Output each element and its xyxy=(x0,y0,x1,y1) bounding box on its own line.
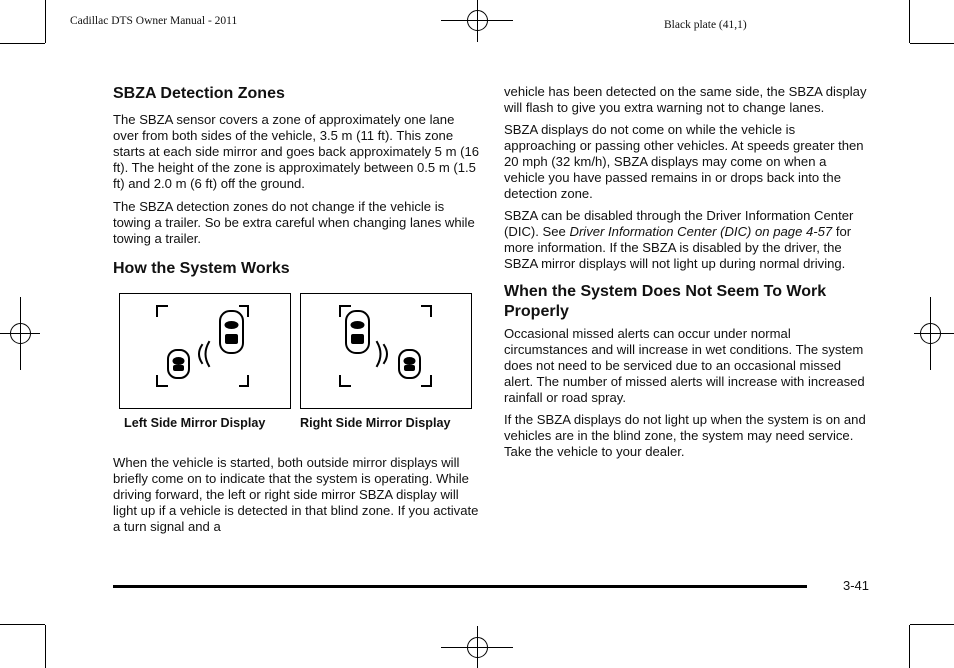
plate-label: Black plate (41,1) xyxy=(664,19,747,31)
paragraph-missed-alerts: Occasional missed alerts can occur under normal circumstances and will increase in wet conditions. The system does not need to be serviced due to an occasional missed alert. The number of missed alerts will increase with increased rainfall or road spray. xyxy=(504,326,865,405)
paragraph-service-needed: If the SBZA displays do not light up when the system is on and vehicles are in the blind zone, the system may need service. Take the vehicle to your dealer. xyxy=(504,412,866,459)
own-vehicle-icon xyxy=(220,311,243,353)
heading-not-working-properly: When the System Does Not Seem To Work Properly xyxy=(504,283,827,320)
right-mirror-display-figure xyxy=(300,293,472,409)
paragraph-system-operation: When the vehicle is started, both outside mirror displays will briefly come on to indicate that the system is operating. While driving forward, the left or right side mirror SBZA display will light up if a vehicle is detected in that blind zone. If you activate a turn signal and a xyxy=(113,455,479,534)
caption-left-mirror-display: Left Side Mirror Display xyxy=(124,416,266,430)
paragraph-approaching-vehicles: SBZA displays do not come on while the vehicle is approaching or passing other vehicles. At speeds greater then 20 mph (32 km/h), SBZA displays may come on when a vehicle you have passed remains in or drops back into the detection zone. xyxy=(504,122,864,201)
caption-right-mirror-display: Right Side Mirror Display xyxy=(300,416,451,430)
right-column xyxy=(504,84,870,466)
detected-vehicle-icon xyxy=(168,350,189,378)
disable-text-before: SBZA can be disabled through the Driver Information Center (DIC). See xyxy=(504,208,854,239)
own-vehicle-icon xyxy=(346,311,369,353)
heading-sbza-detection-zones: SBZA Detection Zones xyxy=(113,85,285,102)
mirror-display-figures xyxy=(113,293,483,441)
detected-vehicle-icon xyxy=(399,350,420,378)
paragraph-zone-coverage: The SBZA sensor covers a zone of approximately one lane over from both sides of the vehicle, 3.5 m (11 ft). This zone starts at each side mirror and goes back approximately 5 m (16 ft). The height of the zone is approximately between 0.5 m (1.5 ft) and 2.0 m (6 ft) off the ground. xyxy=(113,112,480,191)
disable-text-after: for more information. If the SBZA is disabled by the driver, the SBZA mirror displays will not light up during normal driving. xyxy=(504,224,852,271)
paragraph-flash-warning: vehicle has been detected on the same side, the SBZA display will flash to give you extra warning not to change lanes. xyxy=(504,84,867,115)
left-column xyxy=(113,84,483,542)
dic-cross-reference-link[interactable]: Driver Information Center (DIC) on page 4-57 xyxy=(569,224,833,239)
footer-rule xyxy=(113,585,807,588)
manual-title: Cadillac DTS Owner Manual - 2011 xyxy=(70,15,238,27)
heading-how-system-works: How the System Works xyxy=(113,260,290,277)
paragraph-trailer: The SBZA detection zones do not change if the vehicle is towing a trailer. So be extra careful when changing lanes while towing a trailer. xyxy=(113,199,475,246)
left-mirror-display-figure xyxy=(119,293,291,409)
paragraph-disable-sbza xyxy=(504,208,870,272)
page-number: 3-41 xyxy=(843,578,870,593)
